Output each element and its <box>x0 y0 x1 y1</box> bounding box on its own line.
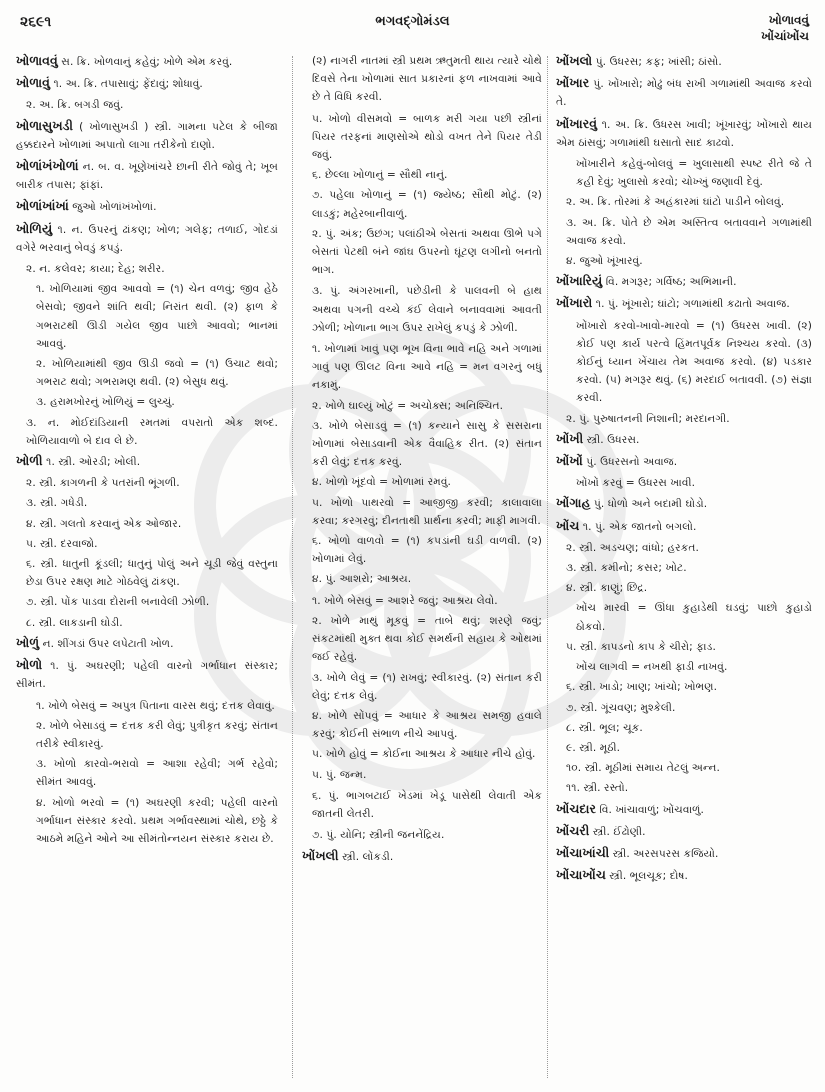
sense-definition: ૭. સ્ત્રી. પોંક પાડવા દોરાની બનાવેલી ઝોળી. <box>26 596 210 609</box>
sense-definition: ૨. ખોળે ઘાલ્યું ખોટું = અચોક્સ; અનિશ્ચિત. <box>312 399 504 412</box>
sense-definition: ૩. ખોળે લેવું = (૧) રાખવું; સ્વીકારવું. (૨) સંતાન કરી લેવું; દત્તક લેવું. <box>312 671 542 702</box>
sense-definition: ૨. પું. અંક; ઉછંગ; પલાંઠીએ બેસતાં અથવા ઊભે પગે બેસતાં પેટથી બંને જાંઘ ઉપરનો ઘૂંટણ લગીનો બનતો ભાગ. <box>312 227 542 277</box>
definition: સ્ત્રી. ઉધરસ. <box>583 433 640 446</box>
definition: પું. ઉધરસ; કફ; ખાંસી; ઠાંસો. <box>592 56 722 68</box>
headword: ખોંચરી <box>556 822 590 838</box>
dictionary-entry <box>556 822 812 841</box>
sense-definition: ૫. સ્ત્રી. દરવાજો. <box>26 537 98 550</box>
definition: ૧. પું. એક જાતનો બગલો. <box>579 520 697 533</box>
sense-definition: ૨. સ્ત્રી. અડચણ; વાંધો; હરકત. <box>566 541 699 554</box>
dictionary-entry <box>16 634 278 653</box>
sense-definition: ૨. સ્ત્રી. કાગળની કે પતરાંની ભૂંગળી. <box>26 477 180 490</box>
sense-definition: ૭. પહેલા ખોળાનું = (૧) જ્યેષ્ઠ; સૌથી મોટું. (૨) લાડકું; મહેરબાનીવાળું. <box>312 189 542 220</box>
definition: જુઓ ખોળાંખંખોળાં. <box>68 201 157 214</box>
sense-definition: ૧. ખોળે બેસવું = આશરે જવું; આશ્રય લેવો. <box>312 594 498 607</box>
running-title: ભગવદ્ગોમંડલ <box>375 14 450 29</box>
idiom-definition: ખોંખારીને કહેવું-બોલવું = ખુલાસાથી સ્પષ્ટ રીતે જે તે કહી દેવું; ખુલાસો કરવો; ચોખ્ખું જણાવી દેવું. <box>576 158 812 189</box>
sense-definition: ૭. સ્ત્રી. ગૂંચવણ; મુશ્કેલી. <box>566 701 676 714</box>
sense-definition: ૨. ખોળે માથું મૂકવું = તાબે થવું; શરણે જવું; સંકટમાંથી મુક્ત થવા કોઈ સમર્થની સહાય કે ઓથમાં જઈ રહેવું. <box>312 614 542 664</box>
guide-word-last: ખોંચાંખોંચ <box>761 29 809 43</box>
dictionary-entry <box>556 844 812 863</box>
headword: ખોંખારો <box>556 295 593 311</box>
dictionary-entry <box>556 517 812 536</box>
definition: ૧. અ. ક્રિ. તપાસાવું; ફેંદાવું; શોધાવું. <box>50 78 203 91</box>
dictionary-entry <box>16 74 278 93</box>
sense-definition: ૩. અ. ક્રિ. પોતે છે એમ અસ્તિત્વ બતાવવાને ગળામાંથી અવાજ કરવો. <box>566 216 812 247</box>
sense-definition: ૬. સ્ત્રી. ખાડો; ખાણ; ખાંચો; ખોભણ. <box>566 681 718 694</box>
definition: સ. ક્રિ. ખોળવાનું કહેવું; ખોળે એમ કરવું. <box>57 56 233 68</box>
sense-definition: ૬. સ્ત્રી. ધાતુની કૂંડલી; ધાતુનું પોલું અને ચૂડી જેવું વસ્તુના છેડા ઉપર રક્ષણ માટે ગોઠવેલું ઢાંકણ. <box>26 558 278 589</box>
column-3 <box>556 52 812 1084</box>
column-1 <box>16 52 278 1084</box>
dictionary-entry <box>556 74 812 111</box>
column-2 <box>302 52 542 1084</box>
column-divider <box>292 56 293 1078</box>
headword: ખોંખલી <box>302 848 339 864</box>
dictionary-entry <box>16 157 278 194</box>
idiom-definition: ખોંખારો કરવો-ખાવો-મારવો = (૧) ઉધરસ ખાવી. (૨) કોઈ પણ કાર્ય પરત્વે હિંમતપૂર્વક નિશ્ચય કરવો. (૩) કોઈનું ધ્યાન ખેંચાય તેમ અવાજ કરવો. (૪) પડકાર કરવો. (૫) મગરૂર થવું. (૬) મરદાઈ બતાવવી. (૭) સંજ્ઞા કરવી. <box>576 319 812 405</box>
headword: ખોળું <box>16 634 40 650</box>
headword: ખોંખી <box>556 430 584 446</box>
dictionary-entry <box>16 220 278 257</box>
sense-definition: ૫. ખોળે હોવું = કોઈના આશ્રય કે આધાર નીચે હોવું. <box>312 748 536 761</box>
sense-definition: ૫. ખોળો પાથરવો = આજીજી કરવી; કાલાવાલા કરવા; કરગરવું; દીનતાથી પ્રાર્થના કરવી; માફી માગવી. <box>312 496 542 527</box>
page-number: ૨૬૯૧ <box>20 14 52 30</box>
sense-definition: ૮. સ્ત્રી. ભૂલ; ચૂક. <box>566 721 643 734</box>
definition: ૧. પું. ખૂંખારો; ઘાંટો; ગળામાંથી કઢાતો અવાજ. <box>592 298 790 311</box>
dictionary-entry <box>16 656 278 693</box>
headword: ખોંખારિયું <box>556 273 603 289</box>
headword: ખોંચાખાંચી <box>556 844 610 860</box>
sense-definition: ૨. પું. પુરુષાતનની નિશાની; મરદાનગી. <box>566 412 730 425</box>
sense-definition: ૩. સ્ત્રી. ગધેડી. <box>26 497 88 510</box>
sense-definition: ૫. પું. જન્મ. <box>312 768 367 781</box>
headword: ખોળાંખંખોળાં <box>16 158 79 174</box>
headword: ખોંચાખોંચ <box>556 867 606 883</box>
headword: ખોંખારવું <box>556 115 598 131</box>
idiom-definition: ૩. ખોળો કારવો-ભરાવો = આશા રહેવી; ગર્ભ રહેવો; સીમંત આવવું. <box>36 758 278 789</box>
dictionary-entry <box>16 452 278 471</box>
idiom-definition: ખોંચ લાગવી = નખથી ફાડી નાખવું. <box>576 661 728 674</box>
sense-definition: ૬. પું. ભાગબટાઈ ખેડમાં ખેડૂ પાસેથી લેવાતી એક જાતની લેતરી. <box>312 789 542 820</box>
sense-definition: ૪. જુઓ ખૂંખારવું. <box>566 255 643 268</box>
headword: ખોળો <box>16 657 43 673</box>
headword: ખોંખોં <box>556 453 583 469</box>
column-divider <box>547 56 548 1078</box>
sense-definition: ૩. ખોળે બેસાડવું = (૧) કન્યાને સાસુ કે સસરાના ખોળામાં બેસાડવાની એક વૈવાહિક રીત. (૨) સંતાન કરી લેવું; દત્તક કરવું. <box>312 419 542 469</box>
guide-words <box>761 12 809 44</box>
idiom-definition: ખોંખોં કરવું = ઉધરસ ખાવી. <box>576 477 696 490</box>
sense-definition: ૫. સ્ત્રી. કાપડનો કાપ કે ચીરો; ફાડ. <box>566 640 716 653</box>
page-header <box>0 8 825 48</box>
idiom-definition: ૪. ખોળો ભરવો = (૧) અઘરણી કરવી; પહેલી વારનો ગર્ભાધાન સંસ્કાર કરવો. પ્રથમ ગર્ભાવસ્થામાં ચોથે, છઠ્ઠે કે આઠમે મહિને ઓને આ સીમંતોન્નયન સંસ્કાર કરાય છે. <box>36 796 278 845</box>
dictionary-entry <box>556 800 812 819</box>
headword: ખોળાસુખડી <box>16 117 74 133</box>
sense-definition: ૯. સ્ત્રી. મૂઠી. <box>566 741 621 754</box>
definition: ન. બ. વ. ખૂણેખાંચરે છાની રીતે જોવું તે; ખૂબ બારીક તપાસ; ફાંફાં. <box>16 161 278 192</box>
sense-definition: ૬. ખોળો વાળવો = (૧) કપડાંની ઘડી વાળવી. (૨) ખોળામાં લેવું. <box>312 535 542 566</box>
headword: ખોળાંખાંખાં <box>16 198 69 214</box>
sense-definition: ૬. છેલ્લા ખોળાનું = સૌથી નાનું. <box>312 169 448 182</box>
sense-definition: ૫. ખોળો વીસમવો = બાળક મરી ગયા પછી સ્ત્રીનાં પિયર તરફનાં માણસોએ થોડો વખત તેને પિયર તેડી જવું. <box>312 112 542 162</box>
dictionary-entry <box>556 494 812 513</box>
sense-definition: ૮. સ્ત્રી. લાકડાની ઘોડી. <box>26 616 123 629</box>
sense-definition: ૪. ખોળો ખૂંદવો = ખોળામાં રમવું. <box>312 476 452 489</box>
dictionary-entry <box>556 452 812 471</box>
definition: ૧. અ. ક્રિ. ઉધરસ ખાવી; ખૂંખારવું; ખોંખારો થાય એમ ઠાંસવું; ગળામાંથી ઘસાતો સાદ કાઢવો. <box>556 118 812 149</box>
sense-definition: ૩. સ્ત્રી. કમીનો; કસર; ખોટ. <box>566 562 687 575</box>
sense-definition: ૪. પું. આશરો; આશ્રય. <box>312 573 412 586</box>
dictionary-entry <box>16 197 278 216</box>
sense-definition: ૧૧. સ્ત્રી. રસ્તો. <box>566 782 629 795</box>
definition: ૧. પું. અઘરણી; પહેલી વારનો ગર્ભાધાન સંસ્કાર; સીમંત. <box>16 660 278 691</box>
dictionary-entry <box>556 115 812 152</box>
dictionary-entry <box>556 52 812 71</box>
headword: ખોંખલો <box>556 53 593 68</box>
sense-definition: ૪. સ્ત્રી. કાણું; છિદ્ર. <box>566 582 648 595</box>
sense-definition: ૨. અ. ક્રિ. તોરમાં કે અહંકારમાં ઘાંટો પાડીને બોલવું. <box>566 196 785 209</box>
guide-word-first: ખોળાવવું <box>768 13 809 27</box>
headword: ખોંચ <box>556 517 580 533</box>
definition: સ્ત્રી. ઈંઢોણી. <box>589 825 646 838</box>
idiom-definition: ૧. ખોળિયામાં જીવ આવવો = (૧) ચેન વળવું; જીવ હેઠે બેસવો; જીવને શાંતિ થવી; નિરાંત થવી. (૨) ફાળ કે ગભરાટથી ઊડી ગયેલ જીવ પાછો આવવો; ભાનમાં આવવું. <box>36 283 278 350</box>
definition: ( ખોળાસુખડી ) સ્ત્રી. ગામના પટેલ કે બીજા હક્કદારને ખોળામાં અપાતો લાગા તરીકેનો દાણો. <box>16 120 278 151</box>
headword: ખોંગાહ <box>556 495 591 511</box>
dictionary-entry <box>556 866 812 885</box>
sense-definition: (૨) નાગરી નાતમાં સ્ત્રી પ્રથમ ઋતુમતી થાય ત્યારે ચોથે દિવસે તેના ખોળામાં સાત પ્રકારનાં ફળ નાખવામાં આવે છે તે વિધિ કરવી. <box>312 55 542 104</box>
sense-definition: ૨. અ. ક્રિ. બગડી જવું. <box>26 99 124 112</box>
definition: સ્ત્રી. ભૂલચૂક; દોષ. <box>605 870 688 883</box>
definition: ન. શીંગડાં ઉપર લપેટાતી ખોળ. <box>39 637 174 650</box>
headword: ખોળિયું <box>16 220 53 236</box>
headword: ખોળાવવું <box>16 53 58 68</box>
dictionary-entry <box>556 294 812 313</box>
sense-definition: ૭. પું. યોનિ; સ્ત્રીની જનનેંદ્રિય. <box>312 829 445 842</box>
definition: પું. ધોળો અને બદામી ઘોડો. <box>590 498 708 511</box>
sense-definition: ૩. ન. મોઈદાંડિયાની રમતમાં વપરાતો એક શબ્દ. ખોળિયાવાળો બે દાવ લે છે. <box>26 416 278 447</box>
headword: ખોળી <box>16 453 43 469</box>
sense-definition: ૧૦. સ્ત્રી. મૂઠીમાં સમાય તેટલું અન્ન. <box>566 762 720 775</box>
definition: સ્ત્રી. લોંકડી. <box>338 851 394 864</box>
dictionary-entry <box>16 117 278 154</box>
headword: ખોંખાર <box>556 75 590 91</box>
idiom-definition: ખોંચ મારવી = ઊંધા કુહાડેથી ઘડવું; પાછો કુહાડો ઠોકવો. <box>576 602 812 633</box>
dictionary-entry <box>16 52 278 71</box>
sense-definition: ૪. સ્ત્રી. ગલતો કરવાનું એક ઓજાર. <box>26 517 182 530</box>
sense-definition: ૨. ન. કલેવર; કાયા; દેહ; શરીર. <box>26 263 165 276</box>
definition: વિ. મગરૂર; ગર્વિષ્ઠ; અભિમાની. <box>602 276 737 289</box>
definition: પું. ખોંખારો; મોઢું બંધ રાખી ગળામાંથી અવાજ કરવો તે. <box>556 78 812 109</box>
headword: ખોળાવું <box>16 75 51 91</box>
sense-definition: ૪. ખોળે સોંપવું = આધાર કે આશ્રય સમજી હવાલે કરવું; કોઈની સંભાળ નીચે આપવું. <box>312 709 542 741</box>
idiom-definition: ૨. ખોળે બેસાડવું = દત્તક કરી લેવું; પુત્રીકૃત કરવું; સંતાન તરીકે સ્વીકારવું. <box>36 719 278 750</box>
definition: વિ. ખાંચાવાળું; ખોંચવાળું. <box>595 803 704 816</box>
definition: ૧. ન. ઉપરનું ઢાંકણ; ખોળ; ગલેફ; તળાઈ, ગોદડાં વગેરે ભરવાનું બેવડું કપડું. <box>16 223 278 254</box>
sense-definition: ૩. પું. અંગરખાની, પછેડીની કે પાલવની બે હાથ અથવા પગની વચ્ચે કંઈ લેવાને બનાવવામાં આવતી ઝોળી; ખોળાના ભાગ ઉપર રાખેલું કપડું કે ઝોળી. <box>312 285 542 334</box>
definition: સ્ત્રી. અરસપરસ કજિયો. <box>609 847 719 860</box>
definition: પું. ઉધરસનો અવાજ. <box>582 456 678 469</box>
sense-definition: ૧. ખોળામાં ખાવું પણ ભૂખ વિના ભાવે નહિ અને ગળામાં ગાવું પણ ઊલટ વિના આવે નહિ = મન વગરનું બધું નકામું. <box>312 343 542 392</box>
dictionary-entry <box>556 272 812 291</box>
idiom-definition: ૩. હરામખોરનું ખોળિયું = લુચ્ચું. <box>36 396 175 409</box>
headword: ખોંચદાર <box>556 800 596 816</box>
dictionary-entry <box>302 847 542 866</box>
idiom-definition: ૨. ખોળિયામાંથી જીવ ઊડી જવો = (૧) ઉચાટ થવો; ગભરાટ થવો; ગભરામણ થવી. (૨) બેસુધ થવું. <box>36 358 278 389</box>
definition: ૧. સ્ત્રી. ઓરડી; ખોલી. <box>42 456 141 469</box>
dictionary-entry <box>556 430 812 449</box>
idiom-definition: ૧. ખોળે બેસવું = અપુત્ર પિતાના વારસ થવું; દત્તક લેવાવું. <box>36 699 275 712</box>
